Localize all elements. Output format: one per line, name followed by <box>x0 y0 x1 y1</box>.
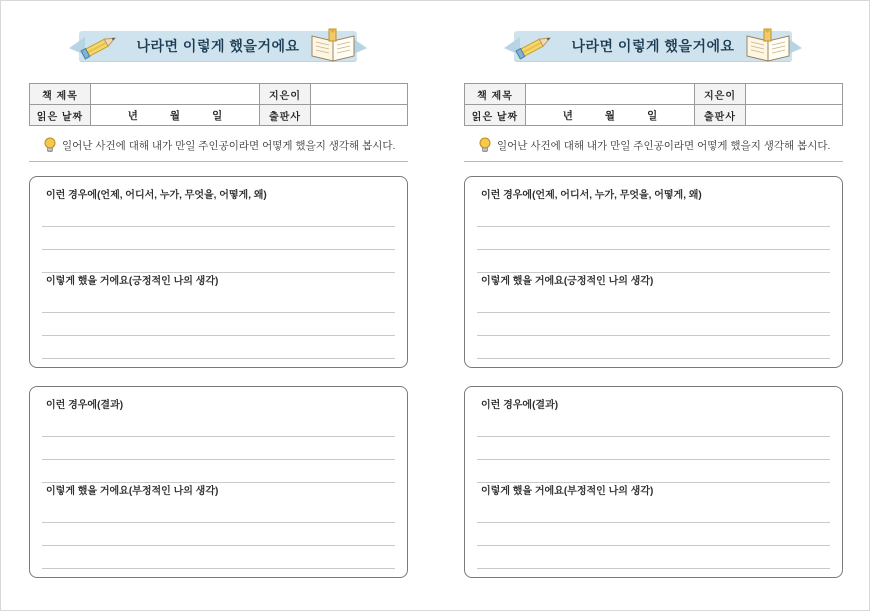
label-author: 지은이 <box>260 84 311 105</box>
writing-line[interactable] <box>477 336 830 359</box>
title-banner-right <box>464 25 843 71</box>
prompt-situation: 이런 경우에(언제, 어디서, 누가, 무엇을, 어떻게, 왜) <box>46 190 267 201</box>
date-day-label: 일 <box>212 109 223 122</box>
writing-line[interactable] <box>42 336 395 359</box>
answer-box-positive[interactable] <box>464 176 843 368</box>
info-table <box>29 83 408 126</box>
label-read-date: 읽은 날짜 <box>465 105 526 126</box>
prompt-situation: 이런 경우에(결과) <box>46 400 124 411</box>
field-read-date[interactable] <box>526 105 695 126</box>
writing-line[interactable] <box>477 227 830 250</box>
writing-line[interactable] <box>477 437 830 460</box>
label-book-title: 책 제목 <box>30 84 91 105</box>
writing-line[interactable] <box>42 500 395 523</box>
answer-box-positive[interactable] <box>29 176 408 368</box>
writing-line[interactable] <box>477 313 830 336</box>
label-publisher: 출판사 <box>695 105 746 126</box>
writing-line[interactable] <box>42 460 395 483</box>
table-row <box>465 84 843 105</box>
writing-line[interactable] <box>477 460 830 483</box>
table-row <box>465 105 843 126</box>
instruction-text: 일어난 사건에 대해 내가 만일 주인공이라면 어떻게 했을지 생각해 봅시다. <box>62 139 396 152</box>
info-table <box>464 83 843 126</box>
prompt-situation: 이런 경우에(언제, 어디서, 누가, 무엇을, 어떻게, 왜) <box>481 190 702 201</box>
writing-line[interactable] <box>42 523 395 546</box>
table-row <box>30 105 408 126</box>
prompt-response: 이렇게 했을 거에요(부정적인 나의 생각) <box>481 486 654 497</box>
book-icon <box>310 27 356 65</box>
writing-line[interactable] <box>477 204 830 227</box>
field-read-date[interactable] <box>91 105 260 126</box>
label-author: 지은이 <box>695 84 746 105</box>
field-publisher[interactable] <box>311 105 408 126</box>
writing-line[interactable] <box>477 523 830 546</box>
page-title: 나라면 이렇게 했을거에요 <box>571 38 735 54</box>
instruction-line <box>29 132 408 162</box>
label-publisher: 출판사 <box>260 105 311 126</box>
pencil-icon <box>514 29 556 63</box>
date-month-label: 월 <box>604 109 616 122</box>
title-banner-left <box>29 25 408 71</box>
prompt-response: 이렇게 했을 거에요(긍정적인 나의 생각) <box>46 276 219 287</box>
table-row <box>30 84 408 105</box>
label-book-title: 책 제목 <box>465 84 526 105</box>
writing-line[interactable] <box>42 437 395 460</box>
book-icon <box>745 27 791 65</box>
field-publisher[interactable] <box>746 105 843 126</box>
instruction-line <box>464 132 843 162</box>
writing-line[interactable] <box>42 227 395 250</box>
instruction-text: 일어난 사건에 대해 내가 만일 주인공이라면 어떻게 했을지 생각해 봅시다. <box>497 139 831 152</box>
writing-line[interactable] <box>42 313 395 336</box>
page-title: 나라면 이렇게 했을거에요 <box>136 38 300 54</box>
writing-line[interactable] <box>477 250 830 273</box>
worksheet-left <box>1 1 436 612</box>
field-author[interactable] <box>311 84 408 105</box>
field-book-title[interactable] <box>91 84 260 105</box>
lightbulb-icon <box>478 137 492 153</box>
pencil-icon <box>79 29 121 63</box>
prompt-response: 이렇게 했을 거에요(부정적인 나의 생각) <box>46 486 219 497</box>
answer-box-negative[interactable] <box>29 386 408 578</box>
lightbulb-icon <box>43 137 57 153</box>
writing-line[interactable] <box>42 290 395 313</box>
writing-line[interactable] <box>477 414 830 437</box>
writing-line[interactable] <box>477 290 830 313</box>
writing-line[interactable] <box>42 204 395 227</box>
writing-line[interactable] <box>42 546 395 569</box>
field-book-title[interactable] <box>526 84 695 105</box>
answer-box-negative[interactable] <box>464 386 843 578</box>
writing-line[interactable] <box>477 546 830 569</box>
date-year-label: 년 <box>562 109 573 122</box>
prompt-response: 이렇게 했을 거에요(긍정적인 나의 생각) <box>481 276 654 287</box>
writing-line[interactable] <box>42 250 395 273</box>
field-author[interactable] <box>746 84 843 105</box>
date-year-label: 년 <box>127 109 138 122</box>
date-day-label: 일 <box>647 109 658 122</box>
worksheet-right <box>436 1 870 612</box>
writing-line[interactable] <box>42 414 395 437</box>
date-month-label: 월 <box>169 109 181 122</box>
label-read-date: 읽은 날짜 <box>30 105 91 126</box>
prompt-situation: 이런 경우에(결과) <box>481 400 559 411</box>
writing-line[interactable] <box>477 500 830 523</box>
